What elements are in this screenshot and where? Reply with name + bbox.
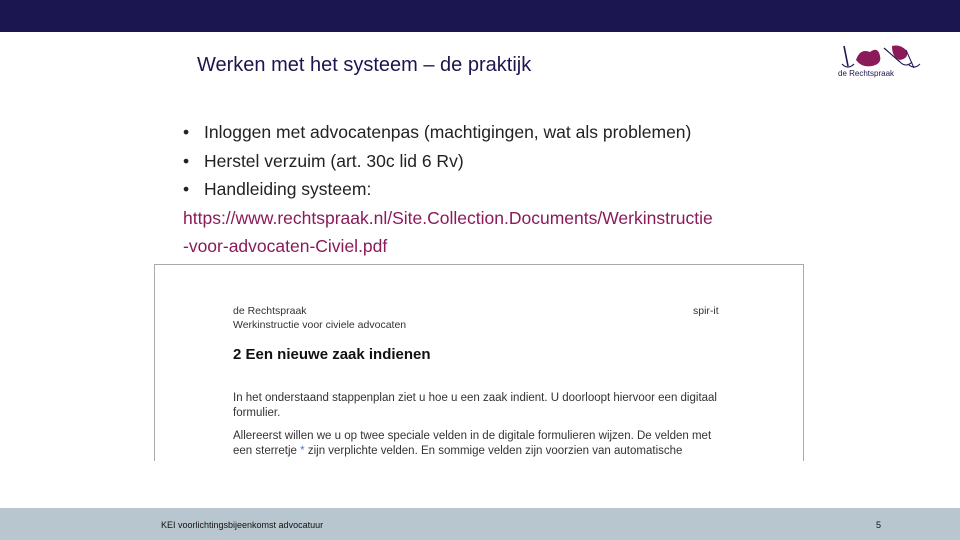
slide-title: Werken met het systeem – de praktijk [197,54,532,76]
doc-text: een sterretje [233,444,297,457]
bullet-text: Herstel verzuim (art. 30c lid 6 Rv) [204,150,464,171]
manual-link-line-2[interactable]: -voor-advocaten-Civiel.pdf [183,236,388,256]
doc-text: zijn verplichte velden. En sommige velden zijn voorzien van automatische [307,444,683,457]
bullet-list [183,118,823,261]
page-number: 5 [876,520,882,530]
doc-paragraph-line: Allereerst willen we u op twee speciale velden in de digitale formulieren wijzen. De velden met [233,430,712,442]
doc-header-right: spir-it [693,305,719,317]
doc-paragraph-line [233,444,711,459]
bullet-marker: • [183,179,190,199]
required-star-icon: * [300,444,305,457]
doc-paragraph-line: formulier. [233,406,281,419]
top-bar [0,0,960,32]
footer-bar [0,508,960,540]
doc-organisation: de Rechtspraak [233,305,307,317]
bullet-item [183,175,823,204]
bullet-item [183,118,823,147]
bullet-text: Handleiding systeem: [204,179,372,199]
logo-text: de Rechtspraak [838,69,895,78]
footer-text: KEI voorlichtingsbijeenkomst advocatuur [161,520,324,530]
bullet-marker: • [183,150,190,171]
bullet-marker: • [183,122,190,142]
document-screenshot [154,264,804,461]
doc-paragraph-2 [233,429,711,458]
doc-subtitle: Werkinstructie voor civiele advocaten [233,319,407,331]
doc-heading: 2 Een nieuwe zaak indienen [233,346,431,363]
doc-paragraph-1 [233,391,717,420]
manual-link-line-1[interactable]: https://www.rechtspraak.nl/Site.Collection.Documents/Werkinstructie [183,207,713,228]
doc-paragraph-line: In het onderstaand stappenplan ziet u hoe u een zaak indient. U doorloopt hiervoor een digitaal [233,392,717,404]
bullet-text: Inloggen met advocatenpas (machtigingen, wat als problemen) [204,122,692,142]
bullet-item [183,147,823,176]
